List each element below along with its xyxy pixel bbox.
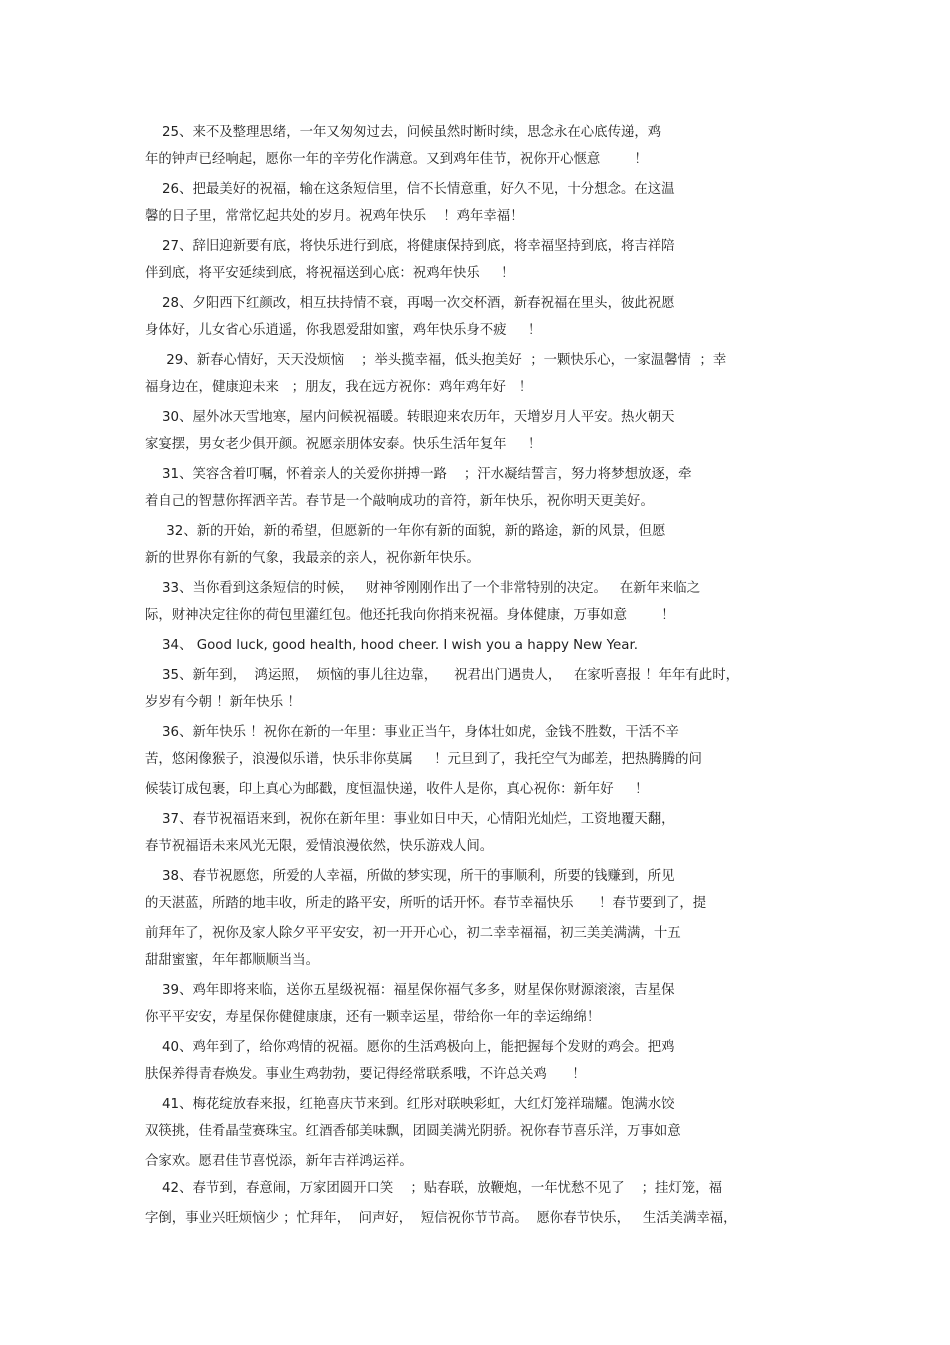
text-line: 福身边在，健康迎未来 ；朋友，我在远方祝你：鸡年鸡年好 ！ [145,380,533,395]
text-line: 家宴摆，男女老少俱开颜。祝愿亲朋体安泰。快乐生活年复年 ！ [145,437,542,452]
text-line: 着自己的智慧你挥洒辛苦。春节是一个敲响成功的音符，新年快乐，祝你明天更美好。 [145,494,654,509]
text-line: 34、 Good luck, good health, hood cheer. I wish you a happy New Year. [145,638,638,653]
text-line: 36、新年快乐 ！祝你在新的一年里：事业正当午，身体壮如虎，金钱不胜数，干活不辛 [145,725,679,740]
text-line: 28、夕阳西下红颜改，相互扶持情不衰，再喝一次交杯酒，新春祝福在里头，彼此祝愿 [145,296,675,311]
text-line: 字倒，事业兴旺烦恼少 ；忙拜年， 问声好， 短信祝你节节高。 愿你春节快乐， 生活美满幸福， [145,1211,737,1226]
text-line: 31、笑容含着叮嘱，怀着亲人的关爱你拼搏一路 ；汗水凝结誓言，努力将梦想放逐，牵 [145,467,692,482]
text-line: 岁岁有今朝 ！新年快乐 ！ [145,695,301,710]
text-line: 馨的日子里，常常忆起共处的岁月。祝鸡年快乐 ！鸡年幸福！ [145,209,524,224]
text-line: 37、春节祝福语来到，祝你在新年里：事业如日中天，心情阳光灿烂，工资地覆天翻， [145,812,675,827]
text-line: 年的钟声已经响起，愿你一年的辛劳化作满意。又到鸡年佳节，祝你开心惬意 ！ [145,152,648,167]
text-line: 30、屋外冰天雪地寒，屋内问候祝福暖。转眼迎来农历年，天增岁月人平安。热火朝天 [145,410,675,425]
text-line: 春节祝福语未来风光无限，爱情浪漫依然，快乐游戏人间。 [145,839,494,854]
text-line: 33、当你看到这条短信的时候， 财神爷刚刚作出了一个非常特别的决定。 在新年来临之 [145,581,701,596]
text-line: 际，财神决定往你的荷包里灌红包。他还托我向你捎来祝福。身体健康，万事如意 ！ [145,608,675,623]
text-line: 合家欢。愿君佳节喜悦添，新年吉祥鸿运祥。 [145,1154,413,1169]
text-line: 27、辞旧迎新要有底，将快乐进行到底，将健康保持到底，将幸福坚持到底，将吉祥陪 [145,239,675,254]
text-line: 38、春节祝愿您，所爱的人幸福，所做的梦实现，所干的事顺利，所要的钱赚到，所见 [145,869,675,884]
text-line: 伴到底，将平安延续到底，将祝福送到心底：祝鸡年快乐 ！ [145,266,515,281]
text-line: 35、新年到， 鸿运照， 烦恼的事儿往边靠， 祝君出门遇贵人， 在家听喜报 ！年年有此时， [145,668,739,683]
text-line: 肤保养得青春焕发。事业生鸡勃勃，要记得经常联系哦，不许总关鸡 ！ [145,1067,586,1082]
text-line: 25、来不及整理思绪，一年又匆匆过去，问候虽然时断时续，思念永在心底传递，鸡 [145,125,662,140]
text-line: 42、春节到，春意闹，万家团圆开口笑 ；贴春联，放鞭炮，一年忧愁不见了 ；挂灯笼，福 [145,1181,722,1196]
text-line: 你平平安安，寿星保你健健康康，还有一颗幸运星，带给你一年的幸运绵绵！ [145,1010,601,1025]
text-line: 前拜年了，祝你及家人除夕平平安安，初一开开心心，初二幸幸福福，初三美美满满，十五 [145,926,681,941]
text-line: 32、新的开始，新的希望，但愿新的一年你有新的面貌，新的路途，新的风景，但愿 [145,524,666,539]
text-line: 身体好，儿女省心乐逍遥，你我恩爱甜如蜜，鸡年快乐身不疲 ！ [145,323,542,338]
text-line: 29、新春心情好，天天没烦恼 ；举头揽幸福，低头抱美好 ；一颗快乐心，一家温馨情 ；幸 [145,353,727,368]
text-line: 苦，悠闲像猴子，浪漫似乐谱，快乐非你莫属 ！元旦到了，我托空气为邮差，把热腾腾的问 [145,752,702,767]
text-line: 的天湛蓝，所踏的地丰收，所走的路平安，所听的话开怀。春节幸福快乐 ！春节要到了，提 [145,896,707,911]
text-line: 41、梅花绽放春来报，红艳喜庆节来到。红彤对联映彩虹，大红灯笼祥瑞耀。饱满水饺 [145,1097,675,1112]
text-line: 双筷挑，佳肴晶莹赛珠宝。红酒香郁美味飘，团圆美满光阴骄。祝你春节喜乐洋，万事如意 [145,1124,681,1139]
text-line: 甜甜蜜蜜，年年都顺顺当当。 [145,953,320,968]
text-line: 候装订成包裹，印上真心为邮戳，度恒温快递，收件人是你，真心祝你：新年好 ！ [145,782,649,797]
text-line: 新的世界你有新的气象，我最亲的亲人，祝你新年快乐。 [145,551,480,566]
text-line: 39、鸡年即将来临，送你五星级祝福：福星保你福气多多，财星保你财源滚滚，吉星保 [145,983,675,998]
text-line: 26、把最美好的祝福，输在这条短信里，信不长情意重，好久不见，十分想念。在这温 [145,182,675,197]
text-line: 40、鸡年到了，给你鸡情的祝福。愿你的生活鸡极向上，能把握每个发财的鸡会。把鸡 [145,1040,675,1055]
